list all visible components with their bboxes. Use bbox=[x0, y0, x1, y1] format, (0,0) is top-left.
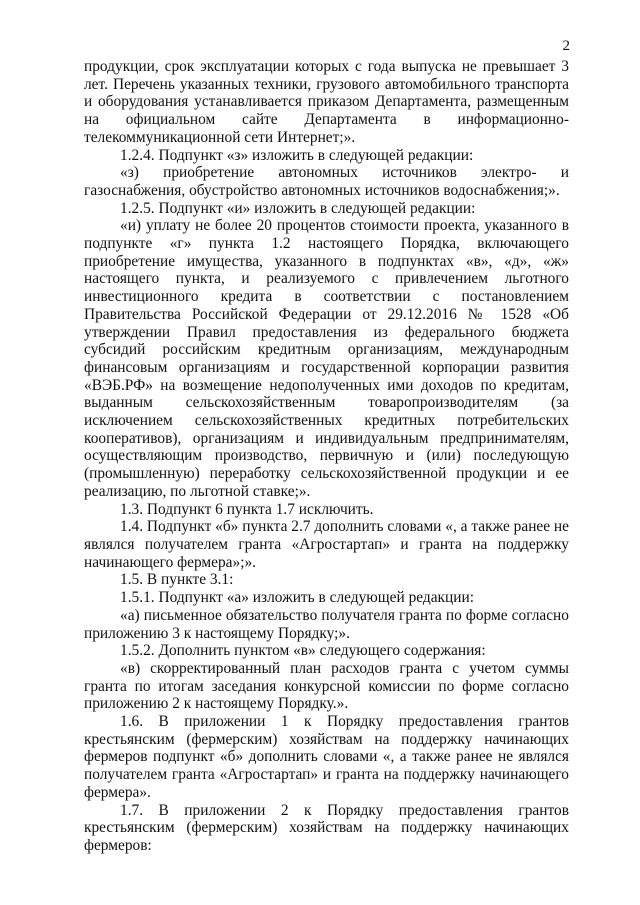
page-number: 2 bbox=[562, 38, 570, 54]
paragraph: 1.2.4. Подпункт «з» изложить в следующей редакции: bbox=[120, 146, 474, 164]
paragraph: 1.5. В пункте 3.1: bbox=[120, 571, 234, 589]
paragraph: 1.7. В приложении 2 к Порядку предоставления грантов крестьянским (фермерским) хозяйствам на поддержку начинающих фермеров: bbox=[84, 801, 569, 854]
paragraph: продукции, срок эксплуатации которых с года выпуска не превышает 3 лет. Перечень указанных техники, грузового автомобильного транспорта и оборудования устанавливается приказом Департамента, размещенным на официальном сайте Департамента в информационно-телекоммуникационной сети Интернет;». bbox=[84, 58, 569, 146]
paragraph: 1.5.2. Дополнить пунктом «в» следующего содержания: bbox=[120, 642, 486, 660]
paragraph: 1.2.5. Подпункт «и» изложить в следующей редакции: bbox=[120, 199, 476, 217]
paragraph: 1.3. Подпункт 6 пункта 1.7 исключить. bbox=[120, 500, 374, 518]
paragraph: 1.5.1. Подпункт «а» изложить в следующей редакции: bbox=[120, 589, 475, 607]
paragraph: «в) скорректированный план расходов гранта с учетом суммы гранта по итогам заседания конкурсной комиссии по форме согласно приложению 2 к настоящему Порядку.». bbox=[84, 659, 569, 713]
paragraph: «з) приобретение автономных источников электро- и газоснабжения, обустройство автономных источников водоснабжения;». bbox=[84, 164, 569, 199]
paragraph: «а) письменное обязательство получателя гранта по форме согласно приложению 3 к настоящему Порядку;». bbox=[84, 606, 569, 642]
paragraph: «и) уплату не более 20 процентов стоимости проекта, указанного в подпункте «г» пункта 1.2 настоящего Порядка, включающего приобретение имущества, указанного в подпунктах «в», «д», «ж» настоящего пункта, и реализуемого с привлечением льготного инвестиционного кредита в соответствии с постановлением Правительства Российской Федерации от 29.12.2016 № 1528 «Об утверждении Правил предоставления из федерального бюджета субсидий российским кредитным организациям, международным финансовым организациям и государственной корпорации развития «ВЭБ.РФ» на возмещение недополученных ими доходов по кредитам, выданным сельскохозяйственным товаропроизводителям (за исключением сельскохозяйственных кредитных потребительских кооперативов), организациям и индивидуальным предпринимателям, осуществляющим производство, первичную и (или) последующую (промышленную) переработку сельскохозяйственной продукции и ее реализацию, по льготной ставке;». bbox=[84, 217, 569, 500]
paragraph: 1.4. Подпункт «б» пункта 2.7 дополнить словами «, а также ранее не являлся получателем гранта «Агростартап» и гранта на поддержку начинающего фермера»;». bbox=[84, 518, 570, 571]
paragraph: 1.6. В приложении 1 к Порядку предоставления грантов крестьянским (фермерским) хозяйствам на поддержку начинающих фермеров подпункт «б» дополнить словами «, а также ранее не являлся получателем гранта «Агростартап» и гранта на поддержку начинающего фермера». bbox=[84, 713, 569, 801]
document-body bbox=[84, 58, 569, 855]
